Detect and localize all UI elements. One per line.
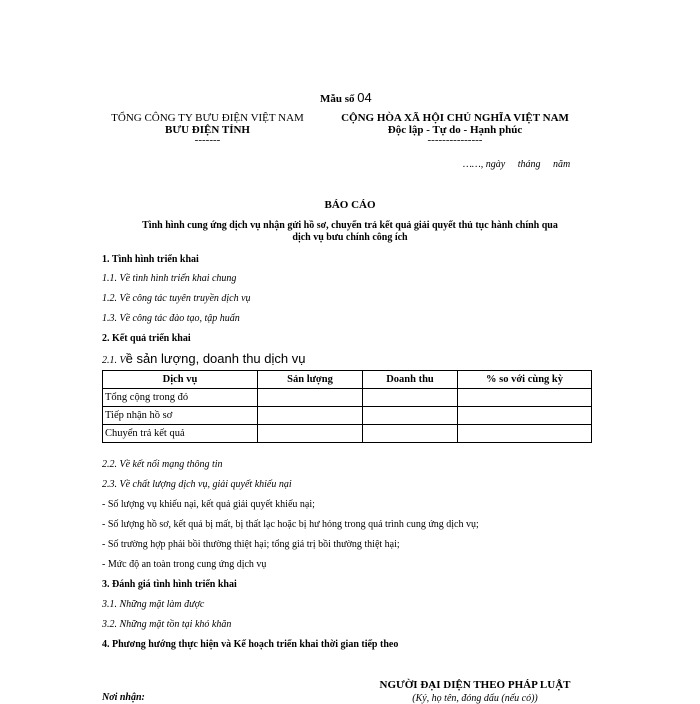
column-header-output: Sản lượng	[258, 371, 363, 389]
bullet-complaints: - Số lượng vụ khiếu nại, kết quả giải quyết khiếu nại;	[102, 499, 315, 510]
report-subtitle-line2: dịch vụ bưu chính công ích	[292, 232, 408, 243]
right-header-rule: ---------------	[427, 134, 483, 146]
column-header-revenue: Doanh thu	[363, 371, 458, 389]
section-2-1-text: ề sản lượng, doanh thu dịch vụ	[125, 351, 306, 366]
table-cell	[258, 425, 363, 443]
service-output-table	[102, 370, 592, 443]
section-2-1	[102, 350, 305, 368]
table-cell	[363, 407, 458, 425]
section-1-1: 1.1. Về tình hình triển khai chung	[102, 273, 237, 284]
section-2-2: 2.2. Về kết nối mạng thông tin	[102, 459, 223, 470]
table-cell	[458, 389, 592, 407]
table-cell	[258, 389, 363, 407]
column-header-service: Dịch vụ	[103, 371, 258, 389]
table-row	[103, 407, 592, 425]
section-1-heading: 1. Tình hình triển khai	[102, 254, 199, 265]
table-cell: Tiếp nhận hồ sơ	[103, 407, 258, 425]
date-line: ……, ngày tháng năm	[463, 159, 571, 170]
table-cell	[458, 407, 592, 425]
org-parent: TỔNG CÔNG TY BƯU ĐIỆN VIỆT NAM	[111, 112, 304, 124]
table-row	[103, 425, 592, 443]
table-header-row	[103, 371, 592, 389]
form-number	[320, 90, 372, 105]
table-cell	[363, 389, 458, 407]
column-header-percent: % so với cùng kỳ	[458, 371, 592, 389]
signature-note: (Ký, họ tên, đóng dấu (nếu có))	[412, 693, 538, 704]
bullet-compensation: - Số trường hợp phải bồi thường thiệt hại; tổng giá trị bồi thường thiệt hại;	[102, 539, 400, 550]
section-4-heading: 4. Phương hướng thực hiện và Kế hoạch triển khai thời gian tiếp theo	[102, 639, 399, 650]
national-motto: Độc lập - Tự do - Hạnh phúc	[387, 124, 523, 136]
left-header-rule: -------	[194, 134, 221, 146]
right-header	[330, 112, 580, 144]
section-3-heading: 3. Đánh giá tình hình triển khai	[102, 579, 237, 590]
section-3-2: 3.2. Những mặt tồn tại khó khăn	[102, 619, 232, 630]
section-3-1: 3.1. Những mặt làm được	[102, 599, 205, 610]
section-2-1-number: 2.1. V	[102, 355, 126, 366]
table-cell: Tổng cộng trong đó	[103, 389, 258, 407]
table-cell	[258, 407, 363, 425]
table-cell: Chuyển trả kết quả	[103, 425, 258, 443]
table-cell	[363, 425, 458, 443]
org-name: BƯU ĐIỆN TỈNH	[165, 124, 250, 136]
form-number-label: Mẫu số	[320, 93, 355, 105]
legal-representative: NGƯỜI ĐẠI DIỆN THEO PHÁP LUẬT	[379, 679, 571, 691]
report-title: BÁO CÁO	[324, 199, 376, 211]
bullet-lost-records: - Số lượng hồ sơ, kết quả bị mất, bị thất lạc hoặc bị hư hỏng trong quá trình cung ứng dịch vụ;	[102, 519, 479, 530]
left-header	[100, 112, 315, 144]
table-row	[103, 389, 592, 407]
report-subtitle-line1: Tình hình cung ứng dịch vụ nhận gửi hồ sơ, chuyển trả kết quả giải quyết thủ tục hành chính qua	[142, 220, 558, 231]
section-1-3: 1.3. Về công tác đào tạo, tập huấn	[102, 313, 240, 324]
recipients-label: Nơi nhận:	[102, 692, 145, 703]
section-2-3: 2.3. Về chất lượng dịch vụ, giải quyết khiếu nại	[102, 479, 292, 490]
section-1-2: 1.2. Về công tác tuyên truyền dịch vụ	[102, 293, 251, 304]
table-cell	[458, 425, 592, 443]
national-title: CỘNG HÒA XÃ HỘI CHỦ NGHĨA VIỆT NAM	[341, 112, 569, 124]
bullet-safety: - Mức độ an toàn trong cung ứng dịch vụ	[102, 559, 267, 570]
form-number-value: 04	[357, 90, 372, 105]
section-2-heading: 2. Kết quả triển khai	[102, 333, 191, 344]
